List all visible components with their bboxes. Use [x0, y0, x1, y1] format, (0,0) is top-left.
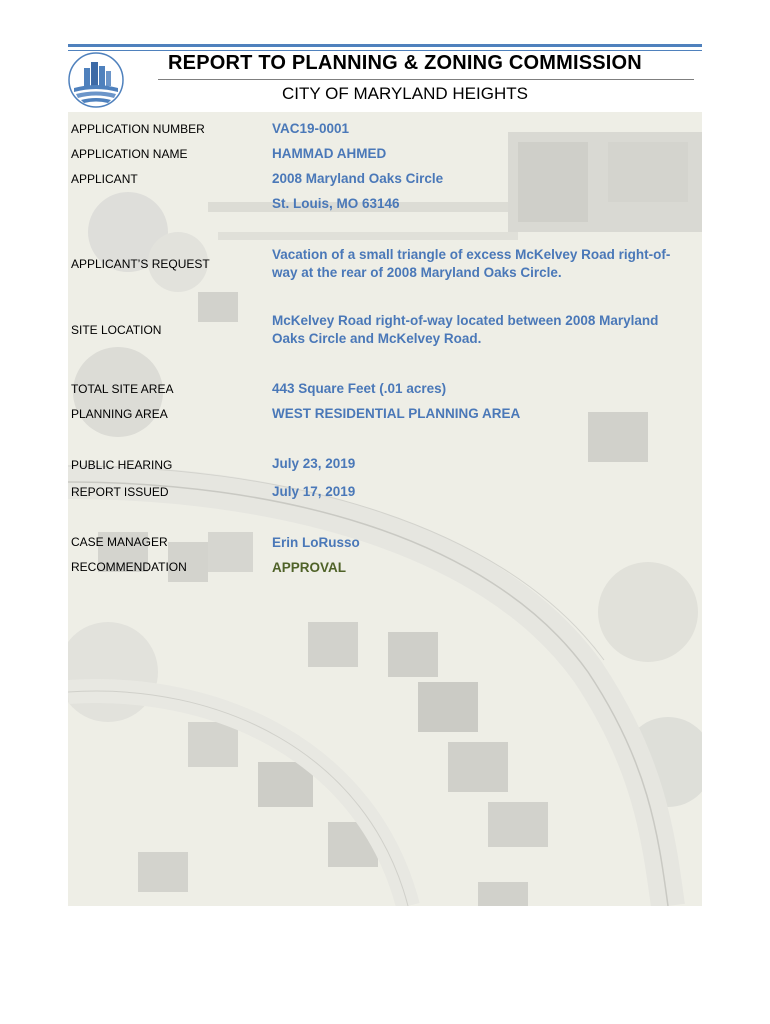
field-value-line2: Oaks Circle and McKelvey Road.	[272, 331, 482, 346]
title-divider	[158, 79, 694, 80]
field-value: 443 Square Feet (.01 acres)	[272, 381, 447, 396]
field-value: Erin LoRusso	[272, 535, 360, 550]
field-value: HAMMAD AHMED	[272, 146, 387, 161]
field-value: July 23, 2019	[272, 456, 356, 471]
field-label: APPLICANT	[71, 172, 138, 186]
aerial-photo-background	[68, 112, 702, 906]
field-label: APPLICANT’S REQUEST	[71, 257, 210, 271]
field-value: July 17, 2019	[272, 484, 356, 499]
field-label: TOTAL SITE AREA	[71, 382, 174, 396]
city-name: CITY OF MARYLAND HEIGHTS	[282, 84, 528, 103]
field-label: SITE LOCATION	[71, 323, 162, 337]
field-label: PUBLIC HEARING	[71, 458, 173, 472]
field-value-line1: McKelvey Road right-of-way located between 2008 Maryland	[272, 313, 659, 328]
report-cover-page	[68, 44, 702, 906]
field-value-line2: way at the rear of 2008 Maryland Oaks Circle.	[272, 265, 562, 280]
top-rule	[68, 44, 702, 51]
report-title: REPORT TO PLANNING & ZONING COMMISSION	[168, 52, 642, 74]
field-label: REPORT ISSUED	[71, 485, 169, 499]
field-value-line1: 2008 Maryland Oaks Circle	[272, 171, 444, 186]
field-value: WEST RESIDENTIAL PLANNING AREA	[272, 406, 521, 421]
recommendation-value: APPROVAL	[272, 560, 347, 575]
field-value-line2: St. Louis, MO 63146	[272, 196, 400, 211]
field-label: CASE MANAGER	[71, 535, 168, 549]
field-value: VAC19-0001	[272, 121, 350, 136]
field-value-line1: Vacation of a small triangle of excess McKelvey Road right-of-	[272, 247, 671, 262]
field-label: RECOMMENDATION	[71, 560, 187, 574]
aerial-photo-graphic	[68, 112, 702, 906]
field-label: PLANNING AREA	[71, 407, 168, 421]
field-label: APPLICATION NAME	[71, 147, 188, 161]
field-label: APPLICATION NUMBER	[71, 122, 205, 136]
